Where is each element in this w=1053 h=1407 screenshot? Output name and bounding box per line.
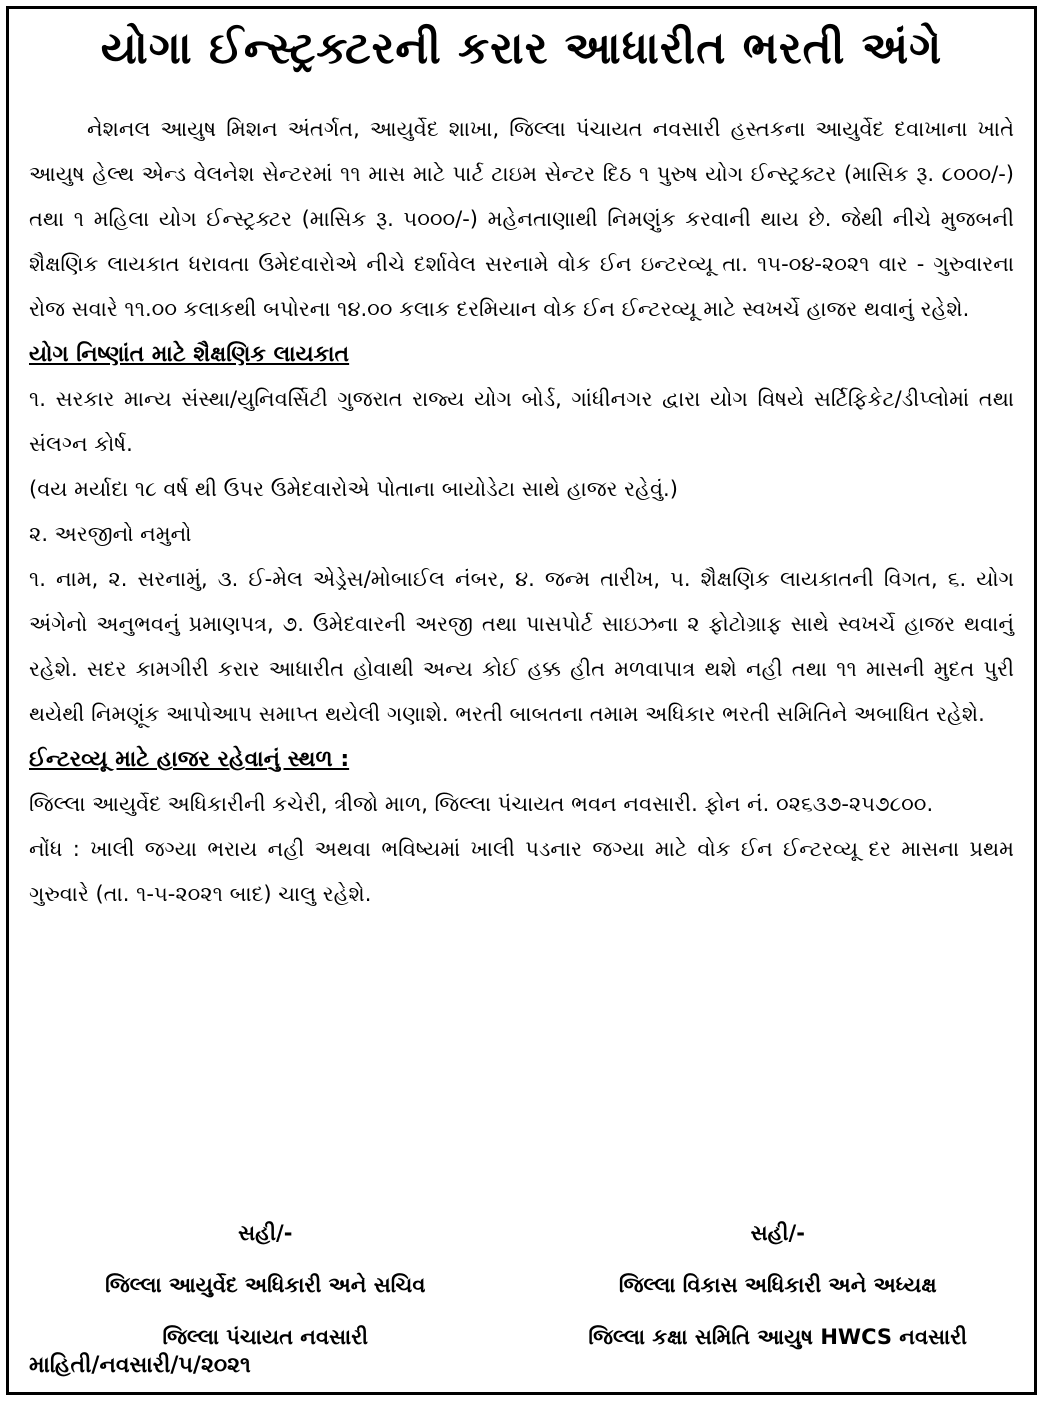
- application-heading: ૨. અરજીનો નમુનો: [29, 522, 192, 546]
- notice-body: [29, 107, 1014, 917]
- signature-right: [522, 1207, 1035, 1363]
- intro-paragraph: નેશનલ આયુષ મિશન અંતર્ગત, આયુર્વેદ શાખા, જિલ્લા પંચાયત નવસારી હસ્તકના આયુર્વેદ દવાખાના ખાતે આયુષ હેલ્થ એન્ડ વેલનેશ સેન્ટરમાં ૧૧ માસ માટે પાર્ટ ટાઇમ સેન્ટર દિઠ ૧ પુરુષ યોગ ઈન્સ્ટ્રક્ટર (માસિક રૂ. ૮૦૦૦/-) તથા ૧ મહિલા યોગ ઈન્સ્ટ્રક્ટર (માસિક રૂ. ૫૦૦૦/-) મહેનતાણાથી નિમણુંક કરવાની થાય છે. જેથી નીચે મુજબની શૈક્ષણિક લાયકાત ધરાવતા ઉમેદવારોએ નીચે દર્શાવેલ સરનામે વોક ઈન ઇન્ટરવ્યૂ તા. ૧૫-૦૪-૨૦૨૧ વાર - ગુરુવારના રોજ સવારે ૧૧.૦૦ કલાકથી બપોરના ૧૪.૦૦ કલાક દરમિયાન વોક ઈન ઈન્ટરવ્યૂ માટે સ્વખર્ચે હાજર થવાનું રહેશે.: [29, 117, 1014, 321]
- signature-block: [9, 1207, 1034, 1347]
- age-note: (વય મર્યાદા ૧૮ વર્ષ થી ઉપર ઉમેદવારોએ પોતાના બાયોડેટા સાથે હાજર રહેવું.): [29, 477, 678, 501]
- venue-heading: ઈન્ટરવ્યૂ માટે હાજર રહેવાનું સ્થળ :: [29, 747, 350, 772]
- notice-frame: [6, 6, 1037, 1395]
- signature-left: [9, 1207, 522, 1363]
- venue-paragraph: જિલ્લા આયુર્વેદ અધિકારીની કચેરી, ત્રીજો માળ, જિલ્લા પંચાયત ભવન નવસારી. ફોન નં. ૦૨૬૩૭-૨૫૭૮૦૦.: [29, 792, 934, 816]
- qualification-heading: યોગ નિષ્ણાંત માટે શૈક્ષણિક લાયકાત: [29, 342, 350, 367]
- signature-right-office: જિલ્લા કક્ષા સમિતિ આયુષ HWCS નવસારી: [588, 1325, 968, 1349]
- signature-left-office: જિલ્લા પંચાયત નવસારી: [162, 1325, 369, 1349]
- signature-right-sign: સહી/-: [750, 1221, 805, 1245]
- signature-right-designation: જિલ્લા વિકાસ અધિકારી અને અધ્યક્ષ: [618, 1273, 937, 1297]
- note-paragraph: નોંધ : ખાલી જગ્યા ભરાય નહી અથવા ભવિષ્યમાં ખાલી પડનાર જગ્યા માટે વોક ઈન ઈન્ટરવ્યૂ દર માસના પ્રથમ ગુરુવારે (તા. ૧-૫-૨૦૨૧ બાદ) ચાલુ રહેશે.: [29, 837, 1014, 906]
- reference-number: માહિતી/નવસારી/૫/૨૦૨૧: [29, 1353, 251, 1378]
- notice-title: યોગા ઈન્સ્ટ્રક્ટરની કરાર આધારીત ભરતી અંગે: [100, 23, 943, 74]
- signature-left-sign: સહી/-: [238, 1221, 293, 1245]
- signature-left-designation: જિલ્લા આયુર્વેદ અધિકારી અને સચિવ: [105, 1273, 426, 1297]
- application-paragraph: ૧. નામ, ૨. સરનામું, ૩. ઈ-મેલ એડ્રેસ/મોબાઈલ નંબર, ૪. જન્મ તારીખ, ૫. શૈક્ષણિક લાયકાતની વિગત, ૬. યોગ અંગેનો અનુભવનું પ્રમાણપત્ર, ૭. ઉમેદવારની અરજી તથા પાસપોર્ટ સાઇઝના ૨ ફોટોગ્રાફ સાથે સ્વખર્ચે હાજર થવાનું રહેશે. સદર કામગીરી કરાર આધારીત હોવાથી અન્ય કોઈ હક્ક હીત મળવાપાત્ર થશે નહી તથા ૧૧ માસની મુદત પુરી થયેથી નિમણૂંક આપોઆપ સમાપ્ત થયેલી ગણાશે. ભરતી બાબતના તમામ અધિકાર ભરતી સમિતિને અબાધિત રહેશે.: [29, 567, 1014, 726]
- qualification-item: ૧. સરકાર માન્ય સંસ્થા/યુનિવર્સિટી ગુજરાત રાજ્ય યોગ બોર્ડ, ગાંધીનગર દ્વારા યોગ વિષયે સર્ટિફિકેટ/ડીપ્લોમાં તથા સંલગ્ન કોર્ષ.: [29, 387, 1014, 456]
